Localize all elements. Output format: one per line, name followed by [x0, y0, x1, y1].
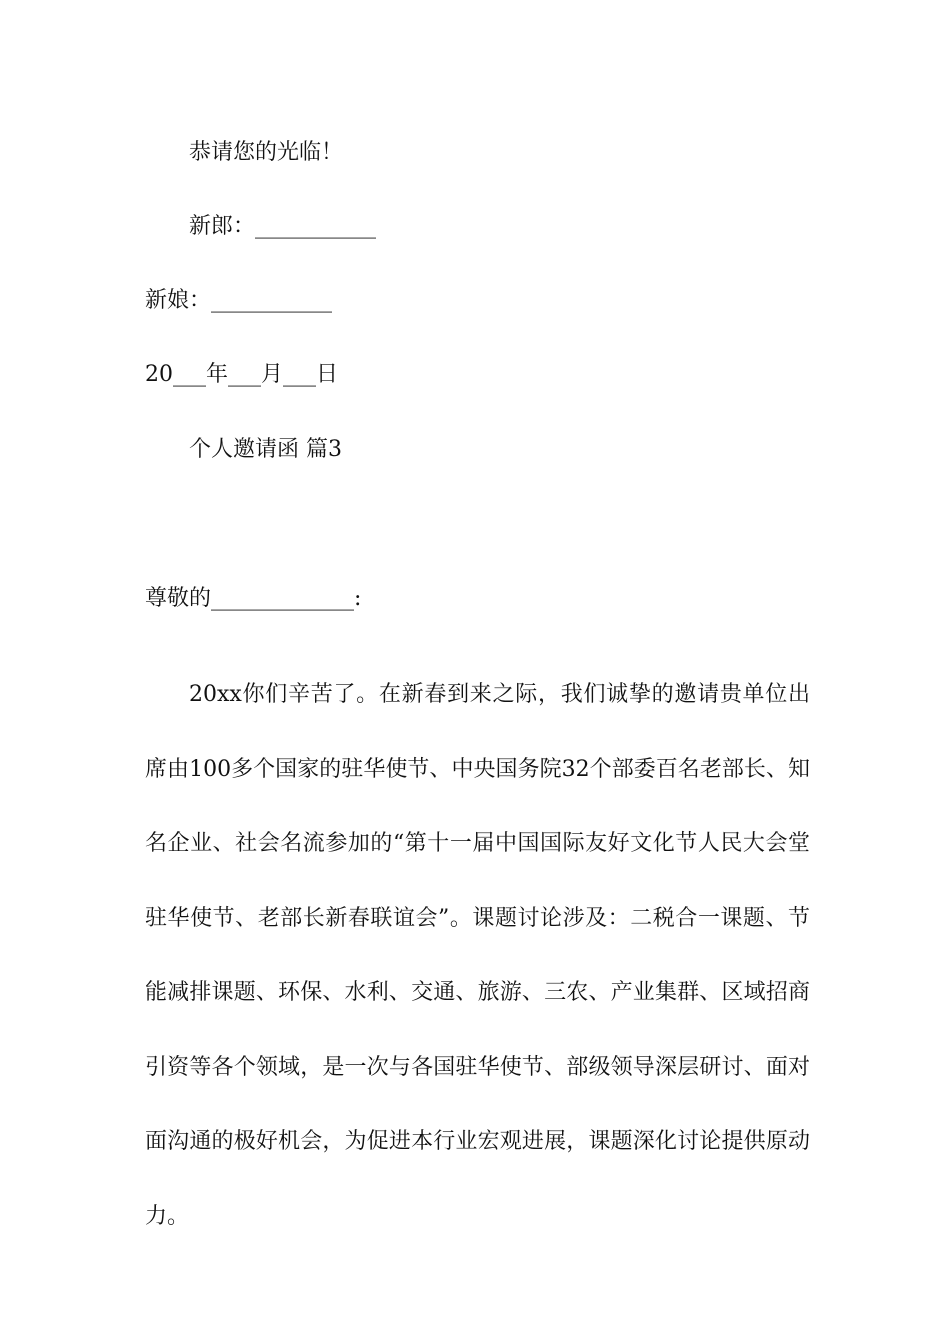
section-title: 个人邀请函 篇3	[189, 437, 342, 462]
closing-line: 恭请您的光临！	[189, 140, 344, 165]
groom-signature-line: 新郎：___________	[189, 214, 377, 239]
body-paragraph: 20xx你们辛苦了。在新春到来之际，我们诚挚的邀请贵单位出席由100多个国家的驻华使节、中央国务院32个部委百名老部长、知名企业、社会名流参加的“第十一届中国国际友好文化节人民大会堂驻华使节、老部长新春联谊会”。课题讨论涉及：二税合一课题、节能减排课题、环保、水利、交通、旅游、三农、产业集群、区域招商引资等各个领域，是一次与各国驻华使节、部级领导深层研讨、面对面沟通的极好机会，为促进本行业宏观进展，课题深化讨论提供原动力。	[145, 682, 810, 1229]
bride-signature-line: 新娘：___________	[145, 288, 333, 313]
date-line: 20___年___月___日	[145, 362, 338, 387]
salutation-line: 尊敬的_____________:	[145, 586, 362, 611]
